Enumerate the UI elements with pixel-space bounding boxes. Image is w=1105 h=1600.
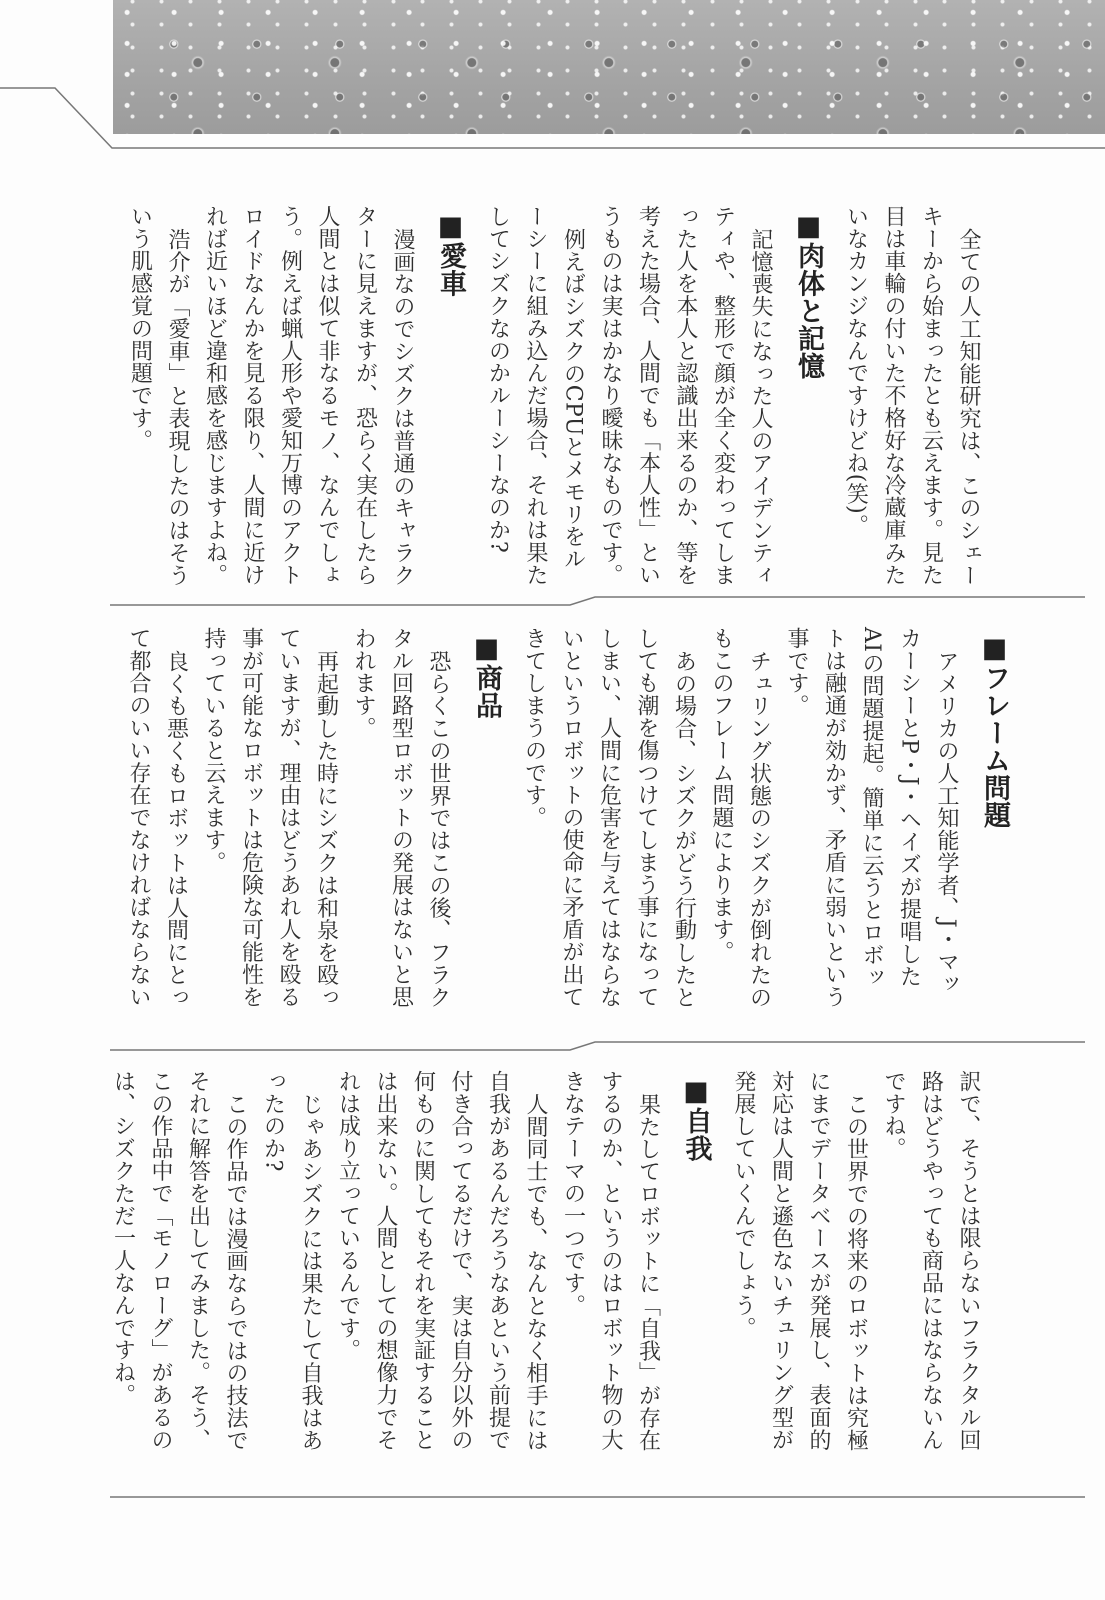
text-column: は、シズクただ一人なんですね。 (110, 1070, 136, 1406)
text-column: ーシーに組み込んだ場合、それは果た (523, 205, 548, 586)
text-column: いう肌感覚の問題です。 (127, 205, 153, 452)
text-column: 訳で、そうとは限らないフラクタル回 (956, 1070, 981, 1451)
text-column: この作品中で「モノローグ」があるの (148, 1070, 173, 1451)
section-divider-1 (110, 597, 1085, 605)
text-column: 例えばシズクのCPUとメモリをル (560, 227, 586, 570)
text-column: 全ての人工知能研究は、このシェー (956, 227, 981, 586)
section-heading: ■愛車 (435, 211, 466, 298)
text-column: 記憶喪失になった人のアイデンティ (748, 227, 773, 586)
text-column: 何ものに関してもそれを実証すること (410, 1070, 436, 1451)
text-column: いというロボットの使命に矛盾が出て (559, 627, 584, 1008)
text-column: しまい、人間に危害を与えてはならな (596, 627, 622, 1008)
text-column: タル回路型ロボットの発展はないと思 (388, 627, 414, 1008)
text-column: キーから始まったとも云えます。見た (918, 205, 944, 586)
text-column: て都合のいい存在でなければならない (126, 627, 151, 1008)
text-column: れば近いほど違和感を感じますよね。 (202, 205, 228, 586)
text-column: 良くも悪くもロボットは人間にとっ (163, 649, 189, 1008)
text-column: この作品では漫画ならではの技法で (223, 1092, 248, 1451)
text-column: 持っていると云えます。 (201, 627, 226, 874)
text-column: じゃあシズクには果たして自我はあ (298, 1092, 323, 1451)
section-heading: ■商品 (471, 633, 502, 720)
header-rule (0, 88, 1105, 148)
text-column: 自我があるんだろうなあという前提で (485, 1070, 511, 1451)
text-column: 発展していくんでしょう。 (731, 1070, 756, 1339)
text-column: カーシーとP・J・ヘイズが提唱した (896, 627, 922, 988)
text-column: トは融通が効かず、矛盾に弱いという (821, 627, 847, 1008)
text-column: れは成り立っているんです。 (335, 1070, 361, 1362)
section-heading: ■フレーム問題 (979, 633, 1010, 829)
text-column: 事が可能なロボットは危険な可能性を (238, 627, 264, 1008)
text-column: 付き合ってるだけで、実は自分以外の (448, 1070, 473, 1451)
text-column: にまでデータベースが発展し、表面的 (806, 1070, 831, 1451)
text-column: 路はどうやっても商品にはならないん (918, 1070, 944, 1451)
section-frame-problem-product (120, 627, 1024, 1027)
text-column: ティや、整形で顔が全く変わってしま (710, 205, 736, 586)
text-column: ロイドなんかを見る限り、人間に近け (240, 205, 265, 586)
text-column: われます。 (351, 627, 376, 739)
text-column: は出来ない。人間としての想像力でそ (373, 1070, 398, 1451)
text-column: きなテーマの一つです。 (560, 1070, 586, 1317)
text-column: きてしまうのです。 (521, 627, 547, 829)
section-heading: ■肉体と記憶 (793, 211, 824, 380)
text-column: った人を本人と認識出来るのか、等を (673, 205, 698, 586)
text-column: してシズクなのかルーシーなのか? (485, 205, 511, 554)
text-column: う。例えば蝋人形や愛知万博のアクト (277, 205, 303, 586)
text-column: うものは実はかなり曖昧なものです。 (598, 205, 623, 586)
text-column: するのか、というのはロボット物の大 (598, 1070, 623, 1451)
text-column: 漫画なのでシズクは普通のキャラク (390, 227, 415, 586)
text-column: ていますが、理由はどうあれ人を殴る (276, 627, 301, 1008)
section-divider-2 (110, 1042, 1085, 1050)
text-column: 再起動した時にシズクは和泉を殴っ (313, 649, 339, 1008)
section-ego (104, 1070, 987, 1470)
text-column: この世界での将来のロボットは究極 (843, 1092, 869, 1451)
text-column: ターに見えますが、恐らく実在したら (352, 205, 378, 586)
text-column: 浩介が「愛車」と表現したのはそう (165, 227, 190, 586)
text-column: 対応は人間と遜色ないチュリング型が (768, 1070, 794, 1451)
section-heading: ■自我 (680, 1076, 712, 1163)
text-column: 目は車輪の付いた不格好な冷蔵庫みた (881, 205, 906, 586)
text-column: あの場合、シズクがどう行動したと (671, 649, 697, 1008)
text-column: いなカンジなんですけどね(笑)。 (843, 205, 869, 537)
text-column: チュリング状態のシズクが倒れたの (746, 649, 772, 1008)
text-column: 考えた場合、人間でも「本人性」とい (635, 205, 661, 586)
text-column: 果たしてロボットに「自我」が存在 (635, 1092, 661, 1451)
text-column: それに解答を出してみました。そう、 (185, 1070, 211, 1451)
section-flesh-memory-car (121, 205, 987, 595)
text-column: 恐らくこの世界ではこの後、フラク (426, 649, 451, 1008)
text-column: 人間とは似て非なるモノ、なんでしょ (315, 205, 340, 586)
text-column: ったのか? (260, 1070, 286, 1172)
text-column: 事です。 (784, 627, 809, 717)
text-column: アメリカの人工知能学者、J・マッ (934, 649, 959, 995)
text-column: 人間同士でも、なんとなく相手には (523, 1092, 548, 1451)
text-column: AIの問題提起。簡単に云うとロボッ (859, 627, 884, 989)
text-column: しても潮を傷つけてしまう事になって (634, 627, 659, 1008)
text-column: もこのフレーム問題によります。 (709, 627, 734, 963)
text-column: ですね。 (881, 1070, 906, 1160)
